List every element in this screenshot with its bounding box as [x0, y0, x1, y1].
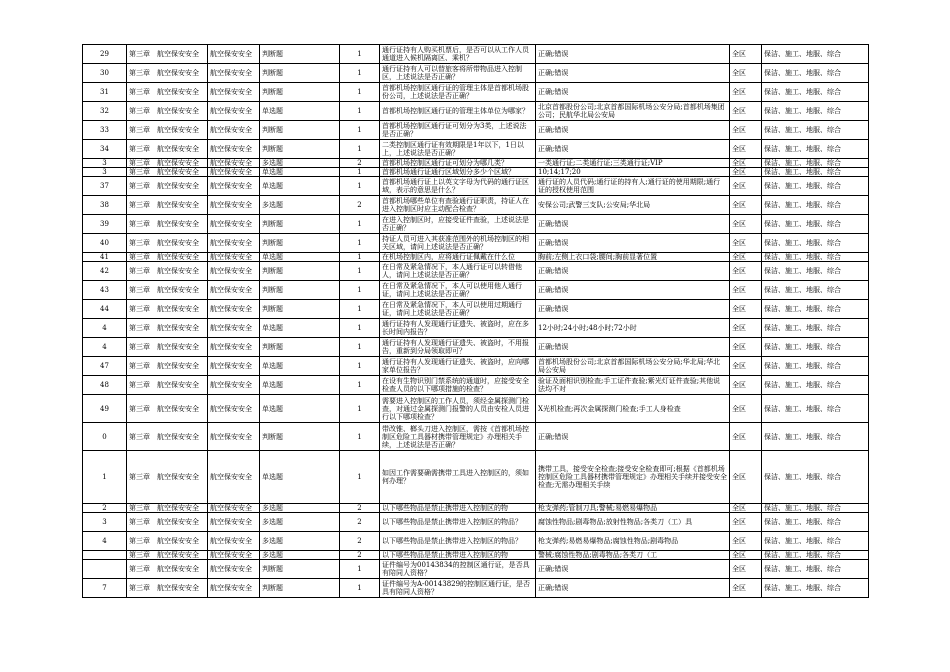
table-row [83, 159, 869, 168]
scope-cell: 全区 [730, 253, 762, 262]
roles-cell: 保洁、施工、地服、综合 [762, 504, 869, 513]
question-type-cell: 多选题 [260, 551, 340, 560]
question-cell: 首都机场通行证上以英文字母为代码的通行证区域，表示的意思是什么？ [380, 177, 536, 196]
answer-count-cell: 1 [340, 560, 380, 579]
answer-count-cell: 1 [340, 253, 380, 262]
answer-count-cell: 2 [340, 196, 380, 215]
options-cell: 正确;错误 [536, 262, 730, 281]
table-row [83, 300, 869, 319]
row-number-cell: 1 [83, 451, 127, 504]
options-cell: 警械;腐蚀性物品;剧毒物品;各类刀（工 [536, 551, 730, 560]
chapter-cell: 第三章 航空保安安全 [127, 177, 208, 196]
question-cell: 通行证持有人发现通行证遗失、被盗时，应向哪家单位报告？ [380, 357, 536, 376]
category-cell: 航空保安安全 [208, 253, 260, 262]
question-cell: 在机场控制区内，应将通行证佩戴在什么位 [380, 253, 536, 262]
table-row [83, 376, 869, 395]
table-row [83, 177, 869, 196]
table-row [83, 504, 869, 513]
table-row [83, 395, 869, 423]
category-cell: 航空保安安全 [208, 140, 260, 159]
answer-count-cell: 1 [340, 319, 380, 338]
chapter-cell: 第三章 航空保安安全 [127, 451, 208, 504]
category-cell: 航空保安安全 [208, 64, 260, 83]
category-cell: 航空保安安全 [208, 560, 260, 579]
answer-count-cell: 1 [340, 376, 380, 395]
scope-cell: 全区 [730, 319, 762, 338]
question-type-cell: 判断题 [260, 560, 340, 579]
row-number-cell [83, 551, 127, 560]
options-cell: 正确;错误 [536, 423, 730, 451]
answer-count-cell: 1 [340, 83, 380, 102]
roles-cell: 保洁、施工、地服、综合 [762, 560, 869, 579]
scope-cell: 全区 [730, 262, 762, 281]
options-cell: 正确;错误 [536, 234, 730, 253]
chapter-cell: 第三章 航空保安安全 [127, 319, 208, 338]
category-cell: 航空保安安全 [208, 262, 260, 281]
row-number-cell: 34 [83, 140, 127, 159]
options-cell: 正确;错误 [536, 579, 730, 598]
question-cell: 以下哪些物品是禁止携带进入控制区的物 [380, 504, 536, 513]
row-number-cell: 48 [83, 376, 127, 395]
scope-cell: 全区 [730, 215, 762, 234]
row-number-cell: 47 [83, 357, 127, 376]
chapter-cell: 第三章 航空保安安全 [127, 102, 208, 121]
row-number-cell: 40 [83, 234, 127, 253]
roles-cell: 保洁、施工、地服、综合 [762, 215, 869, 234]
options-cell: 正确;错误 [536, 83, 730, 102]
roles-cell: 保洁、施工、地服、综合 [762, 579, 869, 598]
question-cell: 二类控制区通行证有效期限是1年以下，1日以上，上述说法是否正确？ [380, 140, 536, 159]
row-number-cell: 7 [83, 579, 127, 598]
chapter-cell: 第三章 航空保安安全 [127, 83, 208, 102]
options-cell: 腐蚀性物品;剧毒物品;放射性物品;各类刀（工）具 [536, 513, 730, 532]
answer-count-cell: 1 [340, 234, 380, 253]
answer-count-cell: 1 [340, 215, 380, 234]
row-number-cell: 3 [83, 168, 127, 177]
row-number-cell: 29 [83, 45, 127, 64]
table-row [83, 253, 869, 262]
table-row [83, 560, 869, 579]
chapter-cell: 第三章 航空保安安全 [127, 45, 208, 64]
question-type-cell: 单选题 [260, 102, 340, 121]
question-cell: 通行证持有人购买机票后，是否可以从工作人员通道进入候机隔离区、乘机？ [380, 45, 536, 64]
scope-cell: 全区 [730, 376, 762, 395]
table-row [83, 83, 869, 102]
answer-count-cell: 1 [340, 395, 380, 423]
options-cell: 10;14;17;20 [536, 168, 730, 177]
question-type-cell: 判断题 [260, 83, 340, 102]
table-row [83, 102, 869, 121]
roles-cell: 保洁、施工、地服、综合 [762, 551, 869, 560]
category-cell: 航空保安安全 [208, 513, 260, 532]
roles-cell: 保洁、施工、地服、综合 [762, 45, 869, 64]
roles-cell: 保洁、施工、地服、综合 [762, 262, 869, 281]
options-cell: 首都机场股份公司;北京首都国际机场公安分局;华北局;华北局公安局 [536, 357, 730, 376]
chapter-cell: 第三章 航空保安安全 [127, 532, 208, 551]
roles-cell: 保洁、施工、地服、综合 [762, 102, 869, 121]
chapter-cell: 第三章 航空保安安全 [127, 234, 208, 253]
question-type-cell: 判断题 [260, 262, 340, 281]
options-cell: 12小时;24小时;48小时;72小时 [536, 319, 730, 338]
table-row [83, 579, 869, 598]
category-cell: 航空保安安全 [208, 281, 260, 300]
options-cell: 正确;错误 [536, 215, 730, 234]
category-cell: 航空保安安全 [208, 83, 260, 102]
scope-cell: 全区 [730, 504, 762, 513]
table-body [83, 45, 869, 598]
scope-cell: 全区 [730, 64, 762, 83]
category-cell: 航空保安安全 [208, 177, 260, 196]
roles-cell: 保洁、施工、地服、综合 [762, 300, 869, 319]
question-type-cell: 单选题 [260, 168, 340, 177]
roles-cell: 保洁、施工、地服、综合 [762, 159, 869, 168]
answer-count-cell: 1 [340, 451, 380, 504]
table-row [83, 45, 869, 64]
scope-cell: 全区 [730, 300, 762, 319]
table-row [83, 319, 869, 338]
category-cell: 航空保安安全 [208, 338, 260, 357]
scope-cell: 全区 [730, 357, 762, 376]
question-type-cell: 判断题 [260, 300, 340, 319]
question-cell: 以下哪些物品是禁止携带进入控制区的物品？ [380, 532, 536, 551]
roles-cell: 保洁、施工、地服、综合 [762, 395, 869, 423]
roles-cell: 保洁、施工、地服、综合 [762, 281, 869, 300]
row-number-cell: 42 [83, 262, 127, 281]
row-number-cell: 39 [83, 215, 127, 234]
answer-count-cell: 1 [340, 168, 380, 177]
question-cell: 如因工作需要确需携带工具进入控制区的，须如何办理？ [380, 451, 536, 504]
question-type-cell: 多选题 [260, 196, 340, 215]
row-number-cell: 31 [83, 83, 127, 102]
answer-count-cell: 1 [340, 357, 380, 376]
question-type-cell: 判断题 [260, 121, 340, 140]
options-cell: X光机检查;再次金属探测门检查;手工人身检查 [536, 395, 730, 423]
answer-count-cell: 2 [340, 532, 380, 551]
scope-cell: 全区 [730, 338, 762, 357]
question-cell: 通行证持有人发现通行证遗失、被盗时，不用报告，重新到分局领取即可？ [380, 338, 536, 357]
roles-cell: 保洁、施工、地服、综合 [762, 532, 869, 551]
row-number-cell: 3 [83, 513, 127, 532]
scope-cell: 全区 [730, 45, 762, 64]
question-cell: 持证人员可进入其获准范围外的机场控制区的相关区域，请问上述说法是否正确？ [380, 234, 536, 253]
category-cell: 航空保安安全 [208, 357, 260, 376]
row-number-cell: 43 [83, 281, 127, 300]
question-type-cell: 判断题 [260, 234, 340, 253]
table-row [83, 281, 869, 300]
options-cell: 验证及面相识别检查;手工证件查验;紫光灯证件查验;其他说法均不对 [536, 376, 730, 395]
table-row [83, 215, 869, 234]
question-type-cell: 判断题 [260, 64, 340, 83]
question-type-cell: 单选题 [260, 177, 340, 196]
chapter-cell: 第三章 航空保安安全 [127, 376, 208, 395]
category-cell: 航空保安安全 [208, 159, 260, 168]
chapter-cell: 第三章 航空保安安全 [127, 281, 208, 300]
chapter-cell: 第三章 航空保安安全 [127, 159, 208, 168]
category-cell: 航空保安安全 [208, 319, 260, 338]
question-cell: 以下哪些物品是禁止携带进入控制区的物 [380, 551, 536, 560]
roles-cell: 保洁、施工、地服、综合 [762, 234, 869, 253]
options-cell: 枪支弹药;管制刀具;警械;易燃易爆物品 [536, 504, 730, 513]
answer-count-cell: 1 [340, 579, 380, 598]
row-number-cell [83, 560, 127, 579]
scope-cell: 全区 [730, 121, 762, 140]
question-cell: 首都机场哪些单位有查验通行证职责，持证人在进入控制区时应主动配合检查？ [380, 196, 536, 215]
row-number-cell: 38 [83, 196, 127, 215]
answer-count-cell: 1 [340, 64, 380, 83]
question-cell: 首都机场控制区通行证可划分为哪几类？ [380, 159, 536, 168]
question-type-cell: 判断题 [260, 281, 340, 300]
answer-count-cell: 2 [340, 513, 380, 532]
roles-cell: 保洁、施工、地服、综合 [762, 376, 869, 395]
question-cell: 首都机场控制区通行证的管理主体是首都机场股份公司，上述说法是否正确？ [380, 83, 536, 102]
options-cell: 正确;错误 [536, 281, 730, 300]
options-cell: 正确;错误 [536, 300, 730, 319]
category-cell: 航空保安安全 [208, 196, 260, 215]
roles-cell: 保洁、施工、地服、综合 [762, 451, 869, 504]
roles-cell: 保洁、施工、地服、综合 [762, 513, 869, 532]
row-number-cell: 44 [83, 300, 127, 319]
options-cell: 正确;错误 [536, 64, 730, 83]
question-type-cell: 单选题 [260, 253, 340, 262]
question-cell: 在日常及紧急情况下，本人可以使用过期通行证，请问上述说法是否正确？ [380, 300, 536, 319]
question-bank-table [82, 44, 869, 598]
scope-cell: 全区 [730, 423, 762, 451]
options-cell: 正确;错误 [536, 338, 730, 357]
answer-count-cell: 2 [340, 159, 380, 168]
roles-cell: 保洁、施工、地服、综合 [762, 83, 869, 102]
question-cell: 带改锥、榔头刀进入控制区，需按《首都机场控制区危险工具器材携带管理规定》办理相关手续，上述说法是否正确？ [380, 423, 536, 451]
chapter-cell: 第三章 航空保安安全 [127, 300, 208, 319]
category-cell: 航空保安安全 [208, 395, 260, 423]
chapter-cell: 第三章 航空保安安全 [127, 215, 208, 234]
options-cell: 正确;错误 [536, 121, 730, 140]
roles-cell: 保洁、施工、地服、综合 [762, 319, 869, 338]
options-cell: 正确;错误 [536, 45, 730, 64]
question-type-cell: 判断题 [260, 423, 340, 451]
options-cell: 通行证的人员代码;通行证的持有人;通行证的使用期限;通行证的授权使用范围 [536, 177, 730, 196]
scope-cell: 全区 [730, 551, 762, 560]
category-cell: 航空保安安全 [208, 300, 260, 319]
question-type-cell: 多选题 [260, 532, 340, 551]
question-type-cell: 单选题 [260, 357, 340, 376]
chapter-cell: 第三章 航空保安安全 [127, 168, 208, 177]
question-type-cell: 单选题 [260, 376, 340, 395]
table-row [83, 121, 869, 140]
answer-count-cell: 2 [340, 551, 380, 560]
question-cell: 通行证持有人可以替旅客将所带物品进入控制区，上述说法是否正确？ [380, 64, 536, 83]
answer-count-cell: 2 [340, 504, 380, 513]
chapter-cell: 第三章 航空保安安全 [127, 504, 208, 513]
question-type-cell: 判断题 [260, 579, 340, 598]
roles-cell: 保洁、施工、地服、综合 [762, 168, 869, 177]
category-cell: 航空保安安全 [208, 234, 260, 253]
table-row [83, 196, 869, 215]
roles-cell: 保洁、施工、地服、综合 [762, 357, 869, 376]
table-row [83, 423, 869, 451]
roles-cell: 保洁、施工、地服、综合 [762, 423, 869, 451]
chapter-cell: 第三章 航空保安安全 [127, 357, 208, 376]
chapter-cell: 第三章 航空保安安全 [127, 140, 208, 159]
row-number-cell: 4 [83, 532, 127, 551]
scope-cell: 全区 [730, 395, 762, 423]
category-cell: 航空保安安全 [208, 215, 260, 234]
scope-cell: 全区 [730, 168, 762, 177]
table-row [83, 64, 869, 83]
question-cell: 通行证持有人发现通行证遗失、被盗时，应在多长时间内报告？ [380, 319, 536, 338]
question-cell: 需要进入控制区的工作人员，须经金属探测门检查，对通过金属探测门报警的人员由安检人员进行以下哪项检查？ [380, 395, 536, 423]
answer-count-cell: 1 [340, 281, 380, 300]
chapter-cell: 第三章 航空保安安全 [127, 551, 208, 560]
question-cell: 首都机场控制区通行证可划分为3类，上述说法是否正确？ [380, 121, 536, 140]
scope-cell: 全区 [730, 234, 762, 253]
row-number-cell: 4 [83, 319, 127, 338]
category-cell: 航空保安安全 [208, 504, 260, 513]
category-cell: 航空保安安全 [208, 579, 260, 598]
answer-count-cell: 1 [340, 45, 380, 64]
question-cell: 证件编号为A-00143829的控制区通行证，是否具有陪同人资格？ [380, 579, 536, 598]
question-type-cell: 单选题 [260, 319, 340, 338]
scope-cell: 全区 [730, 159, 762, 168]
category-cell: 航空保安安全 [208, 451, 260, 504]
answer-count-cell: 1 [340, 423, 380, 451]
scope-cell: 全区 [730, 560, 762, 579]
question-cell: 在日常及紧急情况下，本人通行证可以转借他人，请问上述说法是否正确？ [380, 262, 536, 281]
table-row [83, 357, 869, 376]
table-row [83, 338, 869, 357]
table-row [83, 140, 869, 159]
row-number-cell: 32 [83, 102, 127, 121]
row-number-cell: 3 [83, 159, 127, 168]
question-type-cell: 判断题 [260, 45, 340, 64]
table-row [83, 551, 869, 560]
category-cell: 航空保安安全 [208, 551, 260, 560]
question-cell: 首都机场控制区通行证的管理主体单位为哪家？ [380, 102, 536, 121]
roles-cell: 保洁、施工、地服、综合 [762, 338, 869, 357]
row-number-cell: 49 [83, 395, 127, 423]
chapter-cell: 第三章 航空保安安全 [127, 423, 208, 451]
chapter-cell: 第三章 航空保安安全 [127, 395, 208, 423]
question-type-cell: 判断题 [260, 215, 340, 234]
chapter-cell: 第三章 航空保安安全 [127, 262, 208, 281]
options-cell: 携带工具，接受安全检查;接受安全检查即可;根据《首都机场控制区危险工具器材携带管理规定》办理相关手续并接受安全检查;无需办理相关手续 [536, 451, 730, 504]
scope-cell: 全区 [730, 196, 762, 215]
answer-count-cell: 1 [340, 140, 380, 159]
category-cell: 航空保安安全 [208, 376, 260, 395]
scope-cell: 全区 [730, 281, 762, 300]
question-type-cell: 多选题 [260, 159, 340, 168]
chapter-cell: 第三章 航空保安安全 [127, 121, 208, 140]
roles-cell: 保洁、施工、地服、综合 [762, 196, 869, 215]
roles-cell: 保洁、施工、地服、综合 [762, 253, 869, 262]
answer-count-cell: 1 [340, 121, 380, 140]
options-cell: 正确;错误 [536, 140, 730, 159]
scope-cell: 全区 [730, 83, 762, 102]
answer-count-cell: 1 [340, 262, 380, 281]
table-row [83, 532, 869, 551]
table-row [83, 234, 869, 253]
options-cell: 正确;错误 [536, 560, 730, 579]
scope-cell: 全区 [730, 579, 762, 598]
question-cell: 在设有生物识别门禁系统的通道时，应接受安全检查人员的以下哪项措施的检查？ [380, 376, 536, 395]
options-cell: 枪支弹药;易燃易爆物品;腐蚀性物品;剧毒物品 [536, 532, 730, 551]
chapter-cell: 第三章 航空保安安全 [127, 253, 208, 262]
question-cell: 首都机场通行证通行区域划分多少个区域？ [380, 168, 536, 177]
row-number-cell: 2 [83, 504, 127, 513]
question-type-cell: 判断题 [260, 338, 340, 357]
scope-cell: 全区 [730, 177, 762, 196]
table-row [83, 262, 869, 281]
category-cell: 航空保安安全 [208, 102, 260, 121]
category-cell: 航空保安安全 [208, 423, 260, 451]
category-cell: 航空保安安全 [208, 45, 260, 64]
question-type-cell: 判断题 [260, 140, 340, 159]
row-number-cell: 4 [83, 338, 127, 357]
question-type-cell: 单选题 [260, 395, 340, 423]
row-number-cell: 0 [83, 423, 127, 451]
roles-cell: 保洁、施工、地服、综合 [762, 121, 869, 140]
answer-count-cell: 1 [340, 300, 380, 319]
scope-cell: 全区 [730, 140, 762, 159]
table-row [83, 451, 869, 504]
chapter-cell: 第三章 航空保安安全 [127, 338, 208, 357]
answer-count-cell: 1 [340, 102, 380, 121]
chapter-cell: 第三章 航空保安安全 [127, 64, 208, 83]
options-cell: 一类通行证;二类通行证;三类通行证;VIP [536, 159, 730, 168]
chapter-cell: 第三章 航空保安安全 [127, 513, 208, 532]
category-cell: 航空保安安全 [208, 532, 260, 551]
scope-cell: 全区 [730, 102, 762, 121]
question-type-cell: 单选题 [260, 451, 340, 504]
row-number-cell: 30 [83, 64, 127, 83]
question-cell: 在进入控制区时，应接受证件查验，上述说法是否正确？ [380, 215, 536, 234]
answer-count-cell: 1 [340, 338, 380, 357]
question-cell: 以下哪些物品是禁止携带进入控制区的物品？ [380, 513, 536, 532]
options-cell: 北京首都股份公司;北京首都国际机场公安分局;首都机场集团公司；民航华北局公安局 [536, 102, 730, 121]
row-number-cell: 37 [83, 177, 127, 196]
options-cell: 胸前;左侧上衣口袋;腰间;胸前显著位置 [536, 253, 730, 262]
question-type-cell: 多选题 [260, 513, 340, 532]
row-number-cell: 41 [83, 253, 127, 262]
roles-cell: 保洁、施工、地服、综合 [762, 64, 869, 83]
options-cell: 安保公司;武警三支队;公安局;华北局 [536, 196, 730, 215]
question-cell: 在日常及紧急情况下，本人可以使用他人通行证，请问上述说法是否正确？ [380, 281, 536, 300]
row-number-cell: 33 [83, 121, 127, 140]
scope-cell: 全区 [730, 513, 762, 532]
roles-cell: 保洁、施工、地服、综合 [762, 140, 869, 159]
chapter-cell: 第三章 航空保安安全 [127, 196, 208, 215]
question-type-cell: 多选题 [260, 504, 340, 513]
answer-count-cell: 1 [340, 177, 380, 196]
roles-cell: 保洁、施工、地服、综合 [762, 177, 869, 196]
chapter-cell: 第三章 航空保安安全 [127, 579, 208, 598]
scope-cell: 全区 [730, 451, 762, 504]
question-cell: 证件编号为00143834的控制区通行证，是否具有陪同人资格？ [380, 560, 536, 579]
table-row [83, 513, 869, 532]
category-cell: 航空保安安全 [208, 121, 260, 140]
table-row [83, 168, 869, 177]
scope-cell: 全区 [730, 532, 762, 551]
chapter-cell: 第三章 航空保安安全 [127, 560, 208, 579]
category-cell: 航空保安安全 [208, 168, 260, 177]
